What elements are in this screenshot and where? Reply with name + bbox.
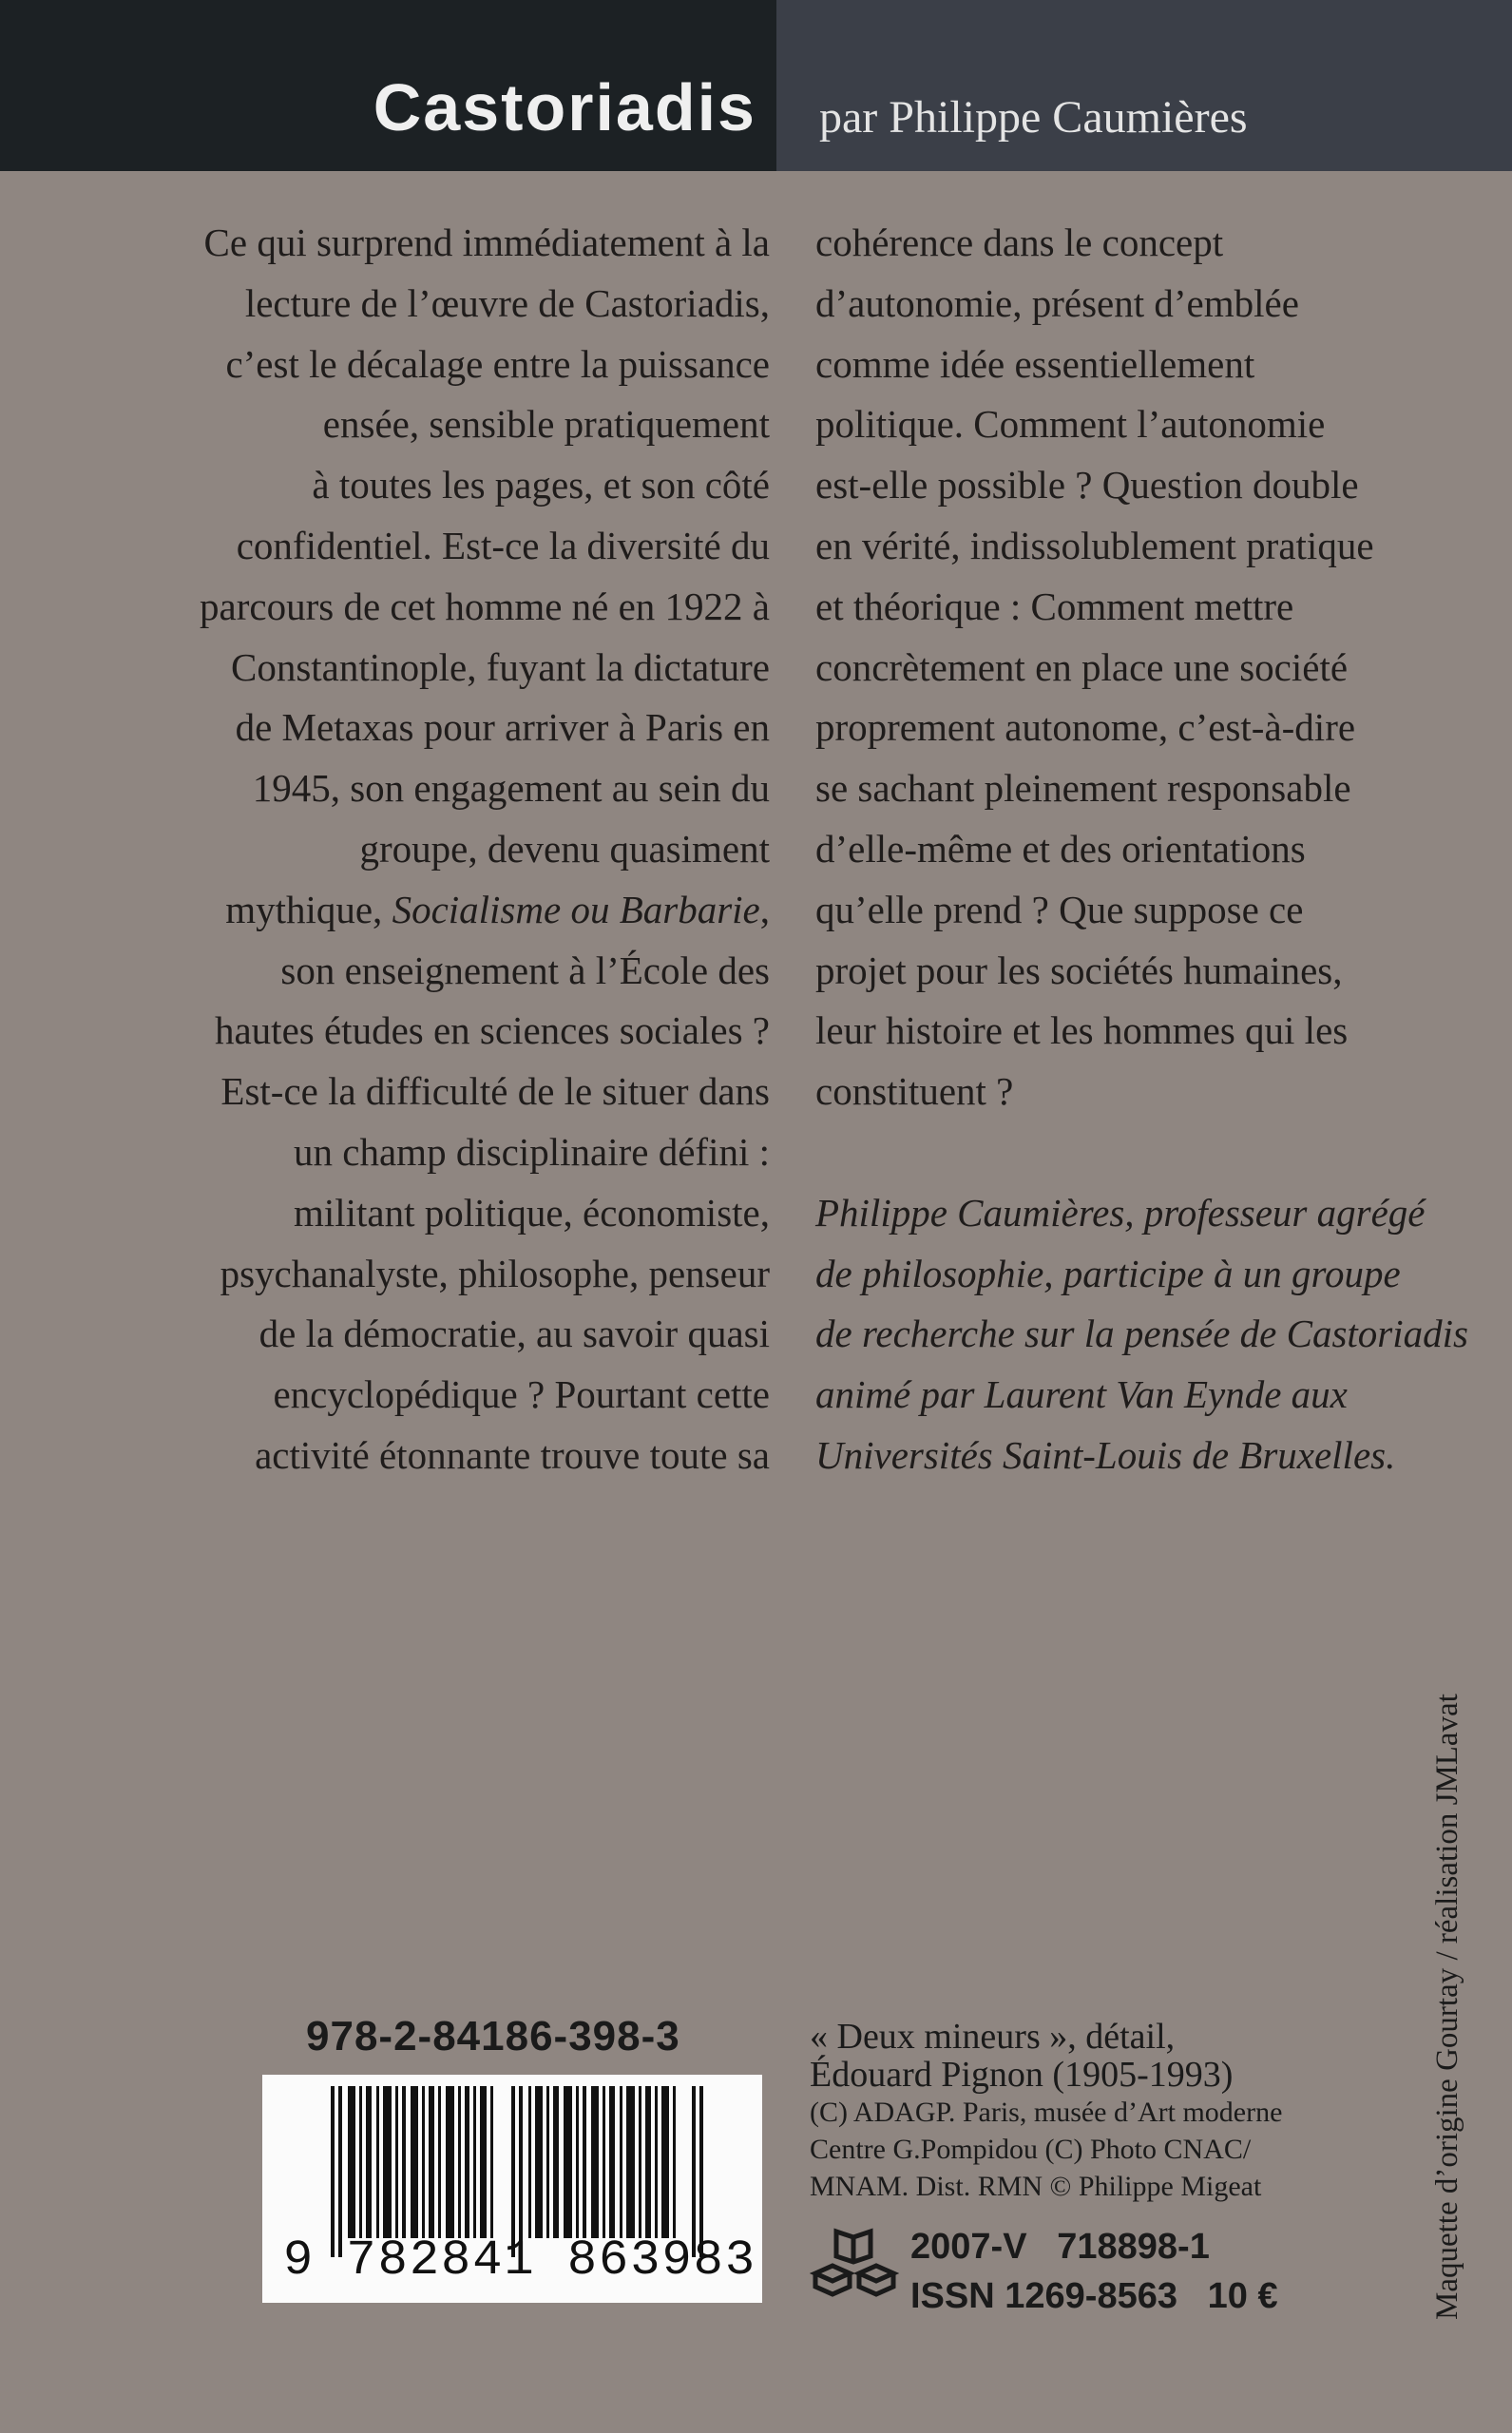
text-line: militant politique, économiste,	[293, 1190, 770, 1235]
text-line: Constantinople, fuyant la dictature	[230, 644, 770, 689]
bio-line: Universités Saint-Louis de Bruxelles.	[815, 1432, 1396, 1477]
text-line: concrètement en place une société	[815, 644, 1349, 689]
text-line: qu’elle prend ? Que suppose ce	[815, 887, 1304, 931]
credit-line: MNAM. Dist. RMN © Philippe Migeat	[810, 2171, 1262, 2202]
credit-line: « Deux mineurs », détail,	[810, 2017, 1176, 2057]
text-line: de la démocratie, au savoir quasi	[258, 1312, 770, 1356]
text-line: un champ disciplinaire défini :	[294, 1129, 770, 1174]
text-line: 1945, son engagement au sein du	[252, 766, 770, 811]
text-line: Est-ce la difficulté de le situer dans	[220, 1069, 770, 1114]
text-line-mixed	[114, 880, 770, 941]
text-line: confidentiel. Est-ce la diversité du	[236, 523, 770, 567]
text-fragment: ,	[759, 887, 770, 931]
author-byline: par Philippe Caumières	[819, 92, 1248, 143]
credit-line: (C) ADAGP. Paris, musée d’Art moderne	[810, 2097, 1283, 2128]
text-line: Ce qui surprend immédiatement à la	[203, 220, 770, 264]
credit-line: Édouard Pignon (1905-1993)	[810, 2055, 1234, 2095]
text-line: constituent ?	[815, 1069, 1014, 1114]
text-line: cohérence dans le concept	[815, 220, 1224, 264]
bio-line: de recherche sur la pensée de Castoriadis	[815, 1312, 1468, 1356]
bio-line: Philippe Caumières, professeur agrégé	[815, 1190, 1426, 1235]
journal-title-italic: Socialisme ou Barbarie	[392, 887, 760, 931]
blurb-left-column	[114, 213, 770, 1486]
credit-line: Centre G.Pompidou (C) Photo CNAC/	[810, 2134, 1252, 2165]
publication-codes	[910, 2222, 1278, 2321]
text-line: d’autonomie, présent d’emblée	[815, 280, 1299, 325]
design-credit-vertical: Maquette d’origine Gourtay / réalisation JMLavat	[1430, 1694, 1464, 2320]
registration-code: 718898-1	[1057, 2227, 1210, 2267]
barcode	[262, 2075, 762, 2303]
isbn-number: 978-2-84186-398-3	[306, 2013, 680, 2059]
text-line: et théorique : Comment mettre	[815, 584, 1294, 628]
cover-image-credits	[810, 2018, 1380, 2205]
barcode-digits: 9 782841 863983	[283, 2232, 757, 2289]
text-line: en vérité, indissolublement pratique	[815, 523, 1374, 567]
issn-number: ISSN 1269-8563	[910, 2276, 1177, 2316]
text-line: son enseignement à l’École des	[280, 948, 770, 992]
text-line: projet pour les sociétés humaines,	[815, 948, 1343, 992]
text-line: se sachant pleinement responsable	[815, 766, 1351, 811]
text-line: hautes études en sciences sociales ?	[214, 1008, 770, 1053]
issn-and-price	[910, 2271, 1278, 2321]
book-title: Castoriadis	[373, 70, 756, 144]
text-line: d’elle-même et des orientations	[815, 826, 1306, 871]
blurb-right-column	[815, 213, 1481, 1486]
text-fragment: mythique,	[225, 887, 392, 931]
legal-deposit-codes	[910, 2222, 1278, 2271]
text-line: comme idée essentiellement	[815, 341, 1255, 386]
text-line: proprement autonome, c’est-à-dire	[815, 705, 1356, 750]
price: 10 €	[1207, 2276, 1278, 2316]
text-line: psychanalyste, philosophe, penseur	[220, 1251, 770, 1295]
author-bio	[815, 1183, 1481, 1486]
text-line: à toutes les pages, et son côté	[312, 463, 770, 508]
text-line: lecture de l’œuvre de Castoriadis,	[244, 280, 770, 325]
text-line: de Metaxas pour arriver à Paris en	[235, 705, 770, 750]
text-line: activité étonnante trouve toute sa	[255, 1432, 770, 1477]
bio-line: animé par Laurent Van Eynde aux	[815, 1372, 1348, 1417]
deposit-code: 2007-V	[910, 2227, 1027, 2267]
text-line: est-elle possible ? Question double	[815, 463, 1359, 508]
text-line: ensée, sensible pratiquement	[322, 402, 770, 447]
text-line: c’est le décalage entre la puissance	[225, 341, 770, 386]
text-line: leur histoire et les hommes qui les	[815, 1008, 1349, 1053]
text-line: parcours de cet homme né en 1922 à	[200, 584, 770, 628]
text-line: encyclopédique ? Pourtant cette	[273, 1372, 770, 1417]
header-author-band	[776, 0, 1512, 171]
text-line: groupe, devenu quasiment	[359, 826, 770, 871]
bio-line: de philosophie, participe à un groupe	[815, 1251, 1401, 1295]
text-line: politique. Comment l’autonomie	[815, 402, 1326, 447]
publisher-logo-icon	[810, 2224, 899, 2309]
